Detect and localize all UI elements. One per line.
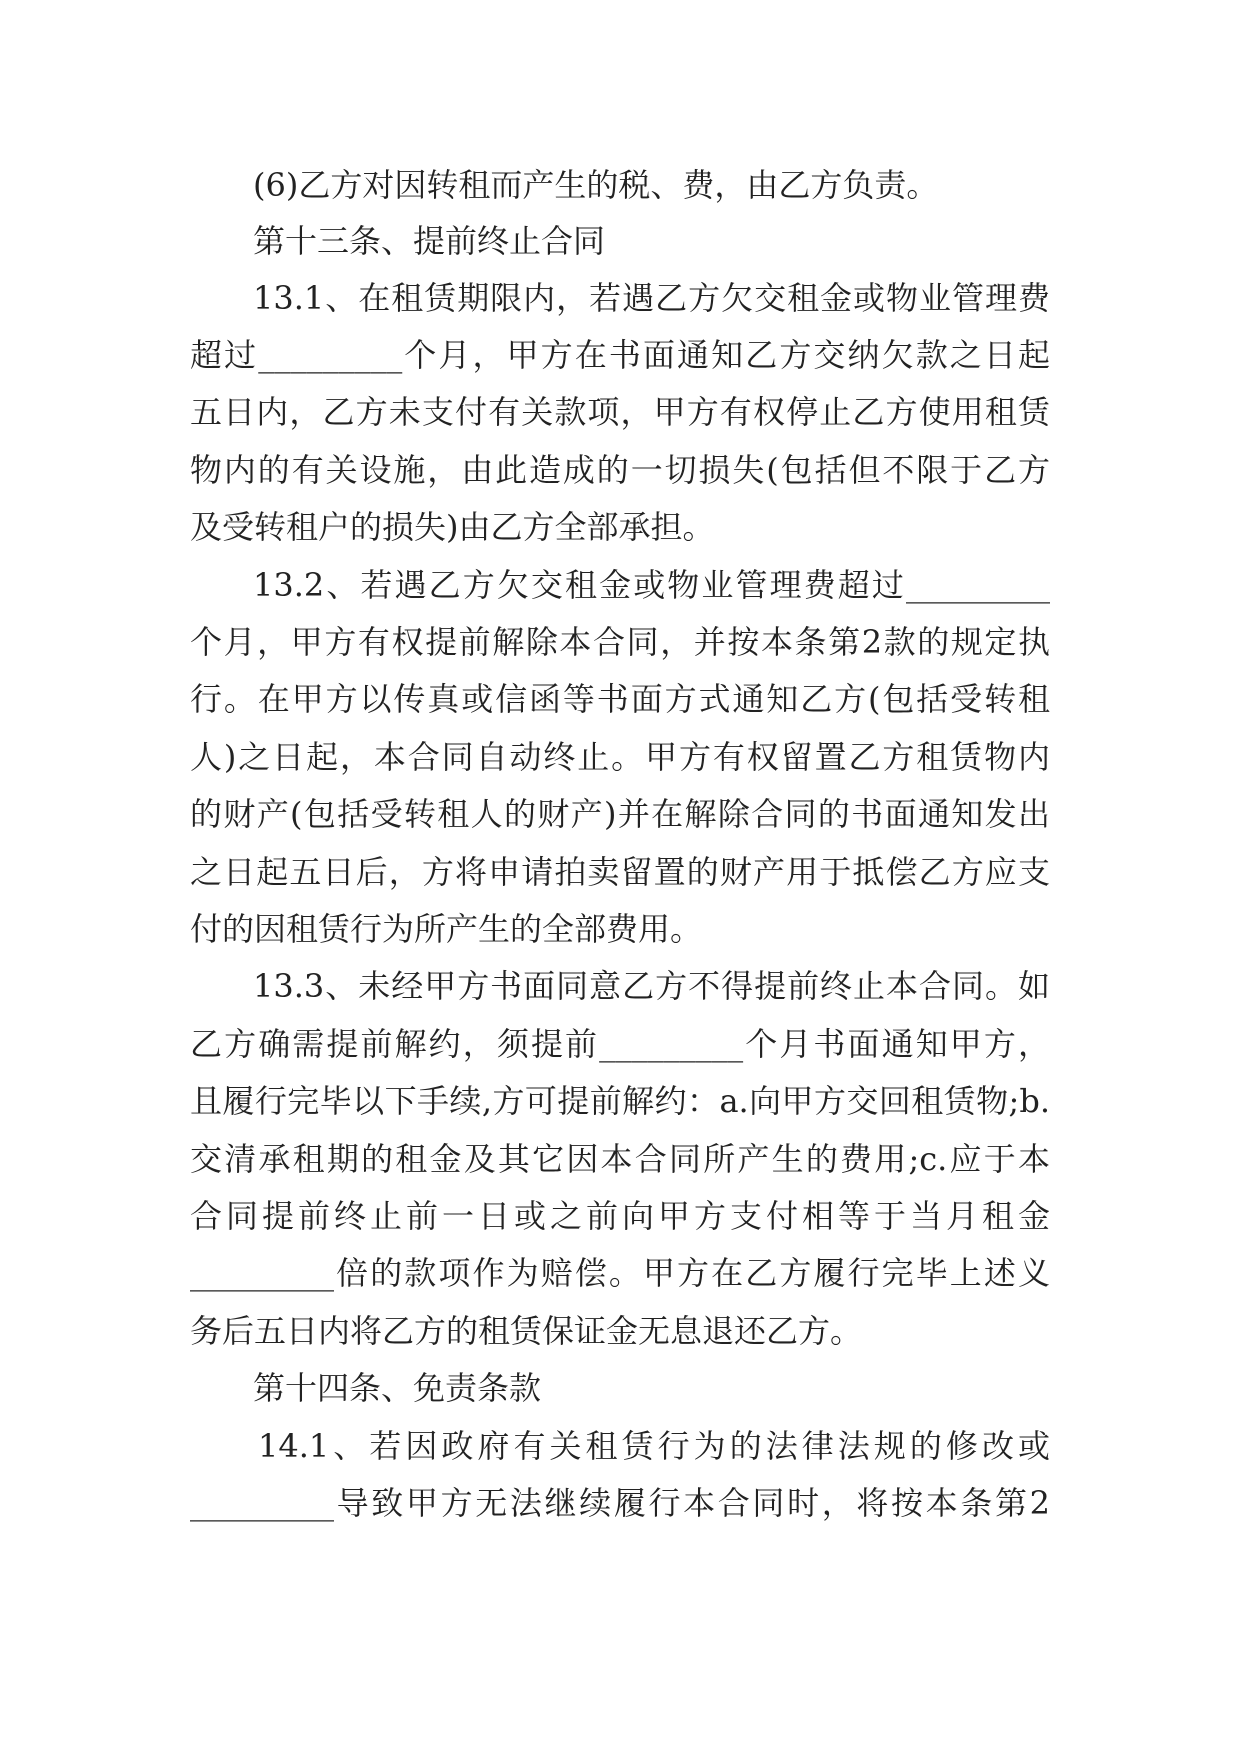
text-line: 五日内，乙方未支付有关款项，甲方有权停止乙方使用租赁: [190, 393, 1050, 431]
text-line: 人)之日起，本合同自动终止。甲方有权留置乙方租赁物内: [190, 738, 1050, 776]
text-line: 务后五日内将乙方的租赁保证金无息退还乙方。: [190, 1312, 863, 1350]
text-line: 之日起五日后，方将申请拍卖留置的财产用于抵偿乙方应支: [190, 853, 1050, 891]
text-line: 行。在甲方以传真或信函等书面方式通知乙方(包括受转租: [190, 680, 1050, 718]
text-line: 的财产(包括受转租人的财产)并在解除合同的书面通知发出: [190, 795, 1050, 833]
text-line: 交清承租期的租金及其它因本合同所产生的费用;c.应于本: [190, 1140, 1050, 1178]
text-line: 个月，甲方有权提前解除本合同，并按本条第2款的规定执: [190, 623, 1050, 661]
text-line: 乙方确需提前解约，须提前_________个月书面通知甲方，: [190, 1025, 1050, 1063]
text-line: 13.1、在租赁期限内，若遇乙方欠交租金或物业管理费: [253, 279, 1050, 317]
article-13-heading: 第十三条、提前终止合同: [253, 222, 606, 260]
article-14-heading: 第十四条、免责条款: [253, 1369, 542, 1407]
text-line: _________倍的款项作为赔偿。甲方在乙方履行完毕上述义: [190, 1254, 1050, 1292]
text-line: _________导致甲方无法继续履行本合同时，将按本条第2: [190, 1484, 1050, 1522]
text-line: 超过_________个月，甲方在书面通知乙方交纳欠款之日起: [190, 336, 1050, 374]
text-line: 且履行完毕以下手续,方可提前解约：a.向甲方交回租赁物;b.: [190, 1082, 1050, 1120]
text-line: 13.3、未经甲方书面同意乙方不得提前终止本合同。如: [253, 967, 1050, 1005]
text-line: (6)乙方对因转租而产生的税、费，由乙方负责。: [253, 166, 939, 204]
text-line: 14.1、若因政府有关租赁行为的法律法规的修改或: [258, 1427, 1050, 1465]
text-line: 合同提前终止前一日或之前向甲方支付相等于当月租金: [190, 1197, 1050, 1235]
text-line: 付的因租赁行为所产生的全部费用。: [190, 910, 703, 948]
text-line: 13.2、若遇乙方欠交租金或物业管理费超过_________: [253, 566, 1050, 604]
text-line: 及受转租户的损失)由乙方全部承担。: [190, 508, 715, 546]
text-line: 物内的有关设施，由此造成的一切损失(包括但不限于乙方: [190, 451, 1050, 489]
